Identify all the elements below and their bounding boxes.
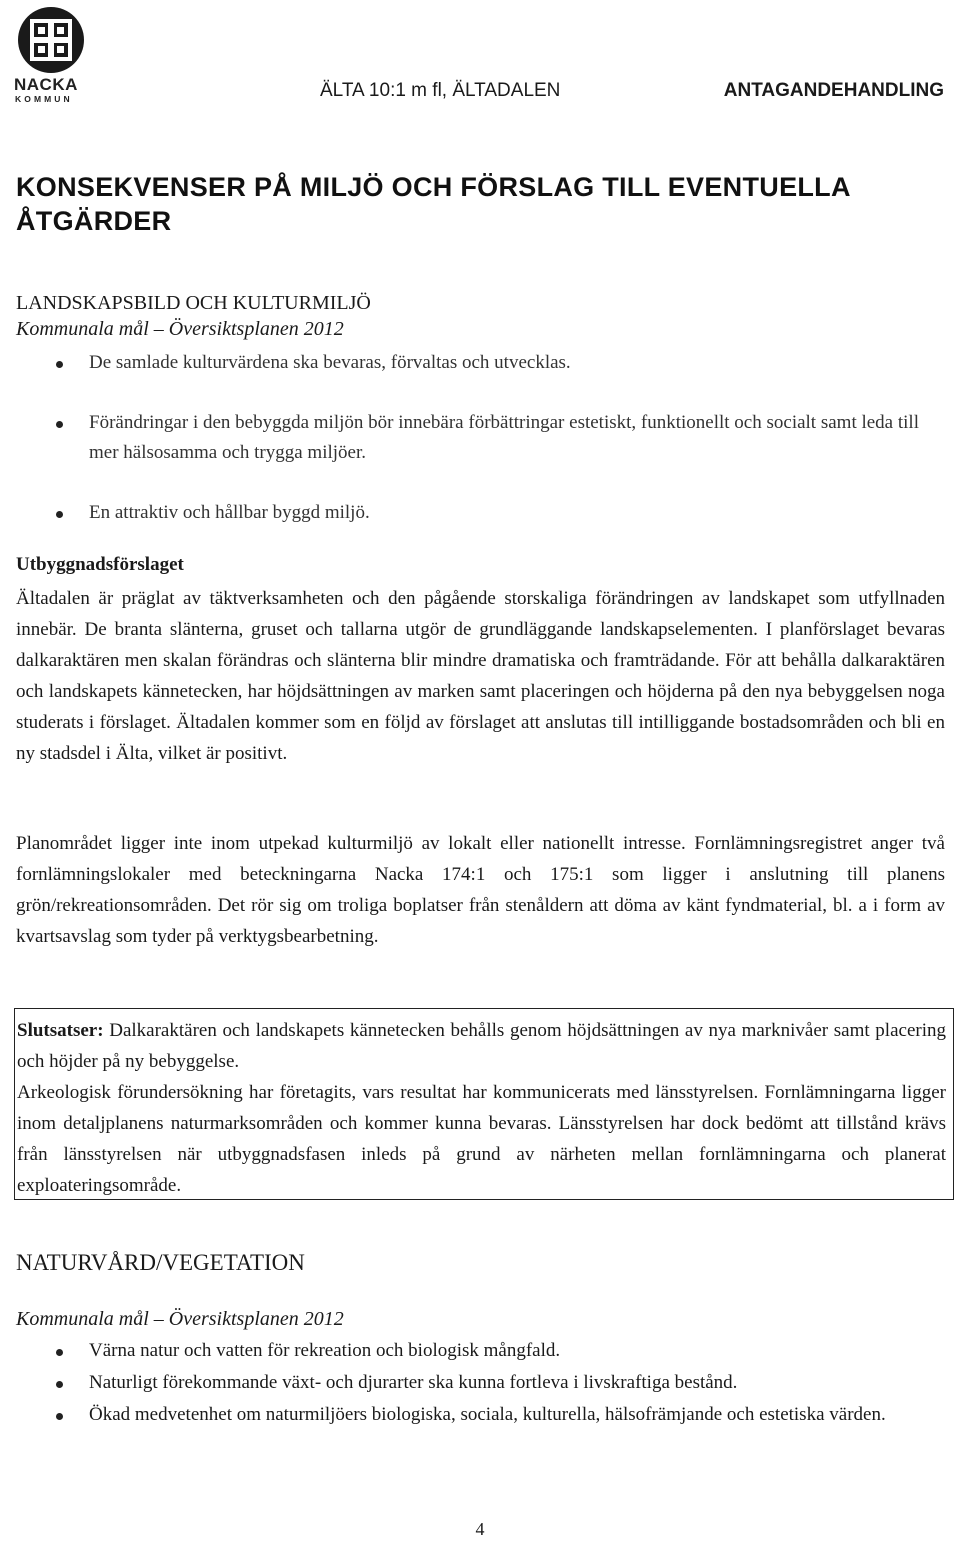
bullet-icon bbox=[56, 361, 63, 368]
list-item: Förändringar i den bebyggda miljön bör innebära förbättringar estetiskt, funktionellt och socialt samt leda till mer hälsosamma och trygga miljöer. bbox=[16, 408, 946, 468]
goals-list-natur bbox=[16, 1336, 946, 1429]
list-item: Ökad medvetenhet om naturmiljöers biologiska, sociala, kulturella, hälsofrämjande och estetiska värden. bbox=[16, 1400, 946, 1429]
paragraph-kulturmiljo: Planområdet ligger inte inom utpekad kulturmiljö av lokalt eller nationellt intresse. Fornlämningsregistret anger två fornlämningslokaler med beteckningarna Nacka 174:1 och 175:1 som ligger i anslutning till planens grön/rekreationsområden. Det rör sig om troliga boplatser från stenåldern att döma av känt fyndmaterial, bl. a i form av kvartsavslag som tyder på verktygsbearbetning. bbox=[16, 833, 945, 947]
conclusion-box bbox=[14, 1008, 954, 1200]
section-heading-natur: NATURVÅRD/VEGETATION bbox=[16, 1250, 305, 1275]
page-number: 4 bbox=[475, 1519, 485, 1539]
bullet-icon bbox=[56, 421, 63, 428]
list-item: Naturligt förekommande växt- och djurarter ska kunna fortleva i livskraftiga bestånd. bbox=[16, 1368, 946, 1398]
conclusion-part-2: Arkeologisk förundersökning har företagits, vars resultat har kommunicerats med länsstyrelsen. Fornlämningarna ligger inom detaljplanens naturmarksområden och kommer kunna bevaras. Länsstyrelsen har dock bedömt att tillstånd krävs från länsstyrelsen när utbyggnadsfasen inleds på grund av närheten mellan fornlämningarna och planerat exploateringsområde. bbox=[17, 1082, 946, 1196]
conclusion-label: Slutsatser: bbox=[17, 1020, 104, 1041]
bullet-icon bbox=[56, 1413, 63, 1420]
conclusion-part-1: Dalkaraktären och landskapets kännetecken behålls genom höjdsättningen av nya marknivåer samt placering och höjder på ny bebyggelse. bbox=[17, 1020, 946, 1072]
bullet-icon bbox=[56, 1349, 63, 1356]
bullet-icon bbox=[56, 1381, 63, 1388]
logo-wordmark: NACKA bbox=[14, 75, 78, 94]
goals-heading-landskap: Kommunala mål – Översiktsplanen 2012 bbox=[16, 318, 344, 340]
conclusion-text bbox=[17, 1015, 946, 1201]
section-heading-landskap: LANDSKAPSBILD OCH KULTURMILJÖ bbox=[16, 292, 371, 314]
goals-heading-natur: Kommunala mål – Översiktsplanen 2012 bbox=[16, 1308, 344, 1330]
goals-list-landskap bbox=[16, 348, 946, 528]
list-item: En attraktiv och hållbar byggd miljö. bbox=[16, 498, 946, 528]
nacka-logo bbox=[14, 6, 88, 104]
page-title: KONSEKVENSER PÅ MILJÖ OCH FÖRSLAG TILL EVENTUELLA ÅTGÄRDER bbox=[16, 172, 850, 236]
nacka-emblem-icon bbox=[14, 6, 88, 74]
sub-heading-utbyggnad: Utbyggnadsförslaget bbox=[16, 554, 184, 575]
header-project-name: ÄLTA 10:1 m fl, ÄLTADALEN bbox=[320, 80, 561, 101]
bullet-icon bbox=[56, 511, 63, 518]
list-item: Värna natur och vatten för rekreation och biologisk mångfald. bbox=[16, 1336, 946, 1366]
paragraph-utbyggnad: Ältadalen är präglat av täktverksamheten och den pågående storskaliga förändringen av landskapet som utfyllnaden innebär. De branta slänterna, gruset och tallarna utgör de grundläggande landskapselementen. I planförslaget bevaras dalkaraktären men skalan förändras och slänterna blir mindre dramatiska och framträdande. För att behålla dalkaraktären och landskapets kännetecken, har höjdsättningen av marken samt placeringen och höjderna på den nya bebyggelsen noga studerats i förslaget. Ältadalen kommer som en följd av förslaget att anslutas till intilliggande bostadsområden och bli en ny stadsdel i Älta, vilket är positivt. bbox=[16, 588, 945, 764]
header-document-status: ANTAGANDEHANDLING bbox=[723, 80, 944, 101]
logo-subtext: KOMMUN bbox=[15, 94, 73, 104]
list-item: De samlade kulturvärdena ska bevaras, förvaltas och utvecklas. bbox=[16, 348, 946, 378]
